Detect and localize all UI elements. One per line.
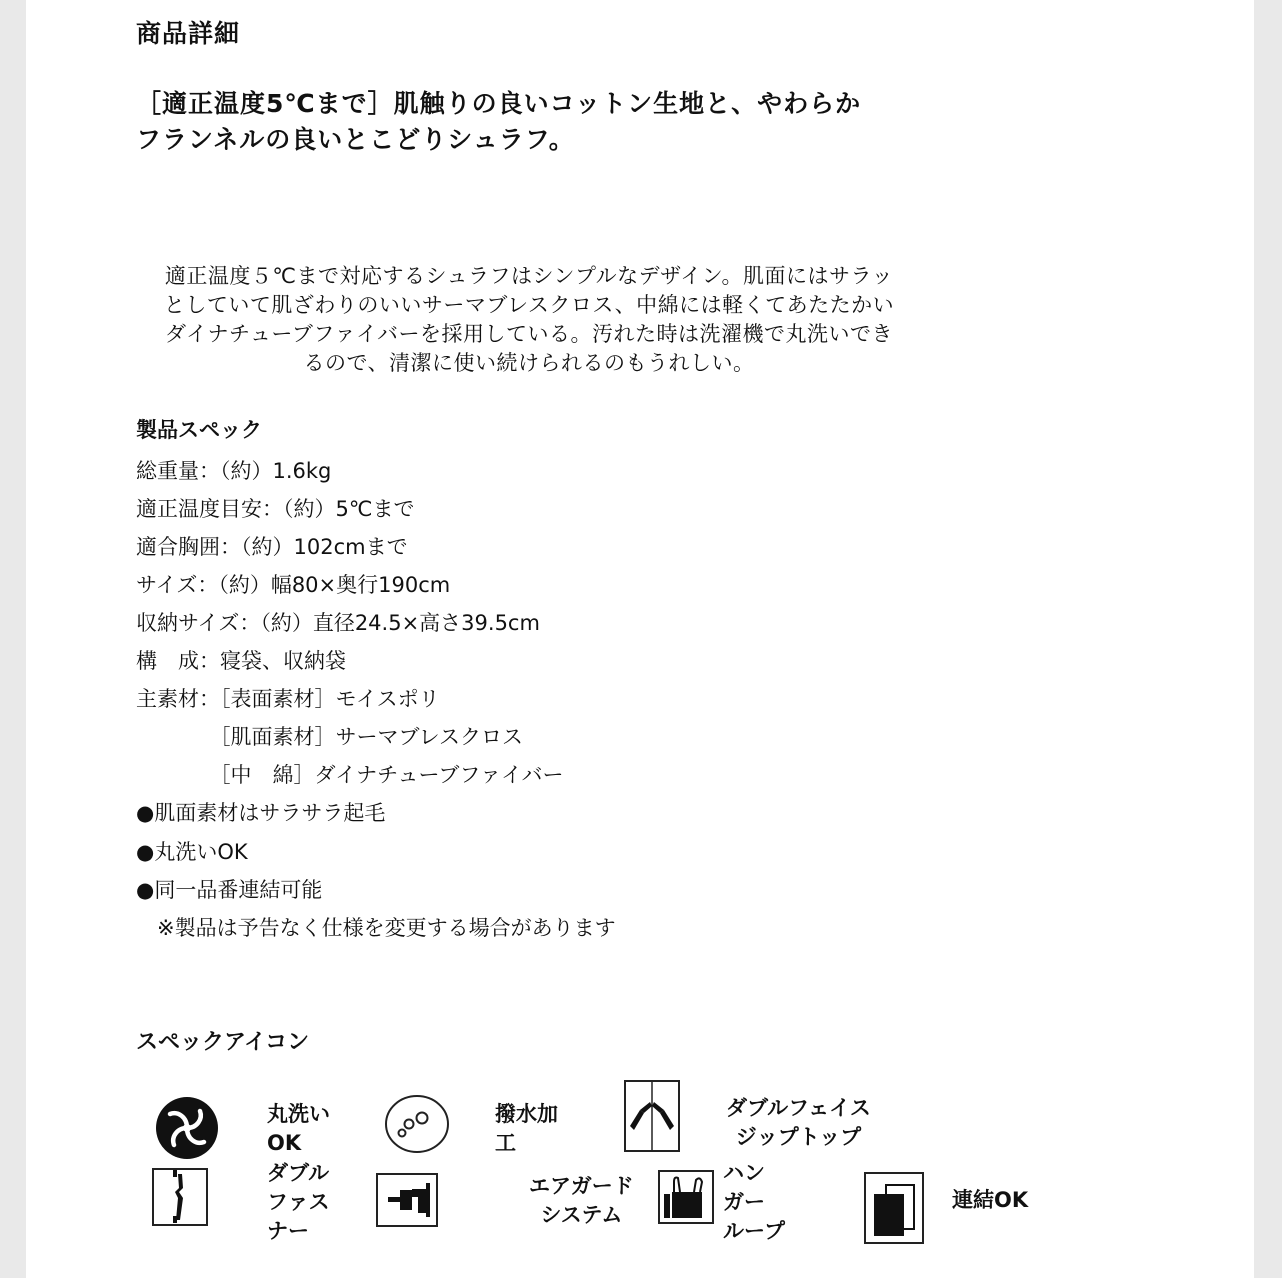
spec-bullet-washable: ●丸洗いOK	[136, 840, 248, 864]
icon-label-line: ガー	[723, 1190, 765, 1214]
spec-line-components: 構 成：寝袋、収納袋	[136, 649, 346, 673]
description-line: るので、清潔に使い続けられるのもうれしい。	[303, 351, 755, 375]
air-guard-system-icon	[376, 1173, 438, 1227]
icon-label-line: ダブルフェイス	[726, 1096, 871, 1120]
connectable-icon	[864, 1172, 924, 1244]
water-repellent-icon	[384, 1094, 450, 1154]
section-title: 商品詳細	[136, 19, 241, 48]
product-description	[140, 262, 918, 378]
spec-line-weight: 総重量：（約）1.6kg	[136, 459, 332, 483]
icon-label-line: 連結OK	[952, 1188, 1029, 1212]
icon-label-line: ナー	[267, 1219, 309, 1243]
icon-label-line: 丸洗い	[267, 1102, 330, 1126]
spec-icons-heading: スペックアイコン	[136, 1030, 310, 1055]
icon-label-line: ジップトップ	[735, 1125, 862, 1149]
spec-bullet-connectable: ●同一品番連結可能	[136, 878, 323, 902]
description-line: 適正温度５℃まで対応するシュラフはシンプルなデザイン。肌面にはサラッ	[164, 264, 894, 288]
icon-label-line: 工	[495, 1131, 516, 1155]
spec-line-chest: 適合胸囲：（約）102cmまで	[136, 535, 408, 559]
headline-line: フランネルの良いとこどりシュラフ。	[136, 125, 575, 154]
description-line: ダイナチューブファイバーを採用している。汚れた時は洗濯機で丸洗いでき	[164, 322, 894, 346]
product-detail-page	[26, 0, 1254, 1278]
connectable-label	[952, 1186, 1028, 1215]
product-headline	[136, 86, 861, 158]
icon-label-line: エアガード	[529, 1174, 634, 1198]
spec-heading: 製品スペック	[136, 418, 262, 442]
spec-line-temperature: 適正温度目安：（約）5℃まで	[136, 497, 415, 521]
icon-label-line: ハン	[723, 1161, 765, 1185]
headline-line: ［適正温度5℃まで］肌触りの良いコットン生地と、やわらか	[136, 89, 862, 118]
double-face-zip-top-label	[726, 1094, 871, 1152]
spec-line-storage-size: 収納サイズ：（約）直径24.5×高さ39.5cm	[136, 611, 540, 635]
icon-label-line: 撥水加	[495, 1102, 558, 1126]
icon-label-line: ダブル	[267, 1161, 330, 1185]
spec-bullet-brushed: ●肌面素材はサラサラ起毛	[136, 801, 386, 825]
icon-label-line: OK	[267, 1131, 302, 1155]
spec-line-material-surface: 主素材：［表面素材］モイスポリ	[136, 687, 440, 711]
icon-label-line: ループ	[723, 1219, 785, 1243]
water-repellent-label	[495, 1100, 558, 1158]
double-fastener-label	[267, 1159, 330, 1246]
spec-note: ※製品は予告なく仕様を変更する場合があります	[136, 916, 616, 940]
spec-line-material-fill: ［中 綿］ダイナチューブファイバー	[136, 763, 564, 787]
air-guard-system-label	[529, 1172, 634, 1230]
double-face-zip-top-icon	[624, 1080, 680, 1152]
icon-label-line: システム	[540, 1203, 623, 1227]
hanger-loop-icon	[658, 1170, 714, 1224]
machine-wash-icon	[154, 1095, 220, 1161]
icon-label-line: ファス	[267, 1190, 330, 1214]
description-line: としていて肌ざわりのいいサーマブレスクロス、中綿には軽くてあたたかい	[163, 293, 895, 317]
hanger-loop-label	[723, 1159, 785, 1246]
spec-line-material-lining: ［肌面素材］サーマブレスクロス	[136, 725, 524, 749]
double-fastener-icon	[152, 1168, 208, 1226]
spec-line-size: サイズ：（約）幅80×奥行190cm	[136, 573, 451, 597]
machine-wash-label	[267, 1100, 330, 1158]
